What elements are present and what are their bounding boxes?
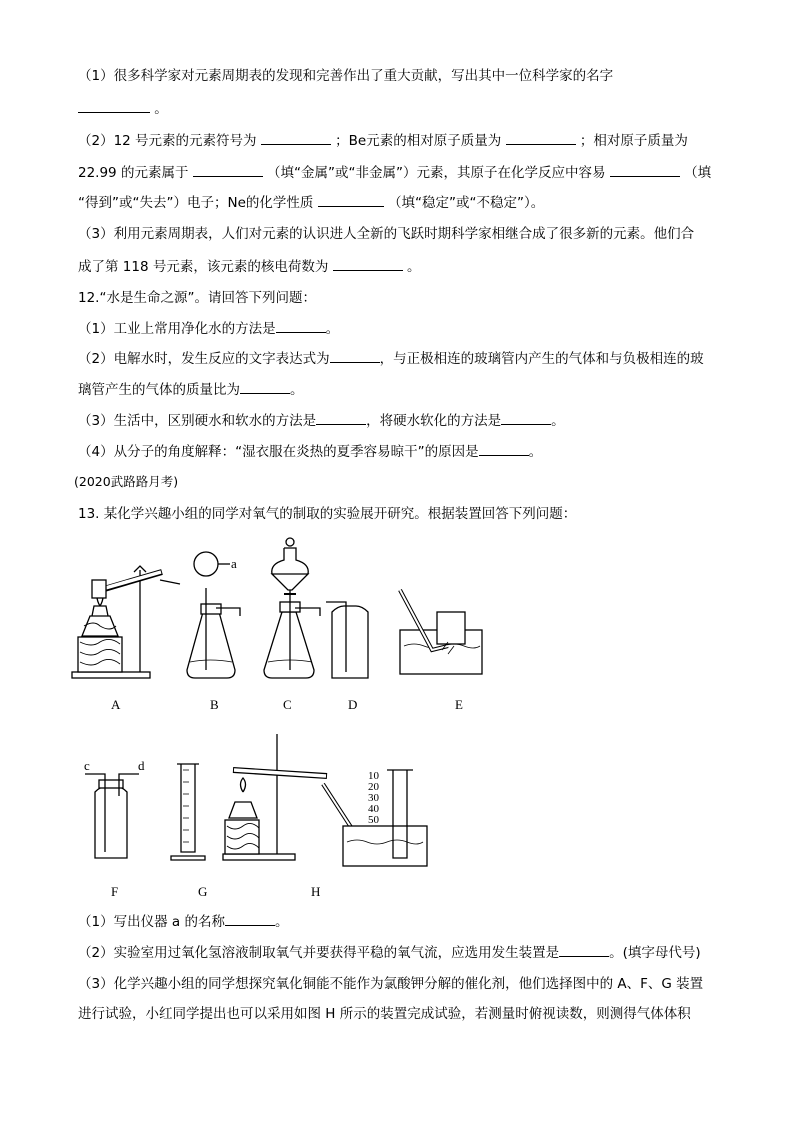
answer-blank[interactable] (479, 441, 529, 456)
apparatus-e (400, 590, 482, 674)
answer-blank[interactable] (330, 348, 380, 363)
scale-50: 50 (368, 814, 379, 826)
q12-part4-text-b: 。 (528, 444, 543, 460)
q12-part3-text-b: ，将硬水软化的方法是 (366, 413, 502, 429)
answer-blank[interactable] (610, 162, 680, 177)
apparatus-d (326, 602, 368, 678)
q11-part2-line3 (78, 192, 544, 213)
scale-40: 40 (368, 803, 379, 815)
q12-part4 (78, 441, 542, 462)
apparatus-a (72, 566, 180, 678)
q13-part1-end: 。 (274, 914, 289, 930)
q12-title-text: 12.“水是生命之源”。请回答下列问题： (78, 290, 316, 306)
q12-part1-text: （1）工业上常用净化水的方法是 (78, 321, 276, 337)
q12-part3-text-a: （3）生活中，区别硬水和软水的方法是 (78, 413, 317, 429)
q12-part2-line1 (78, 348, 704, 369)
label-D: D (348, 697, 358, 712)
source-note (74, 472, 178, 492)
q13-part3-text-b: 进行试验，小红同学提出也可以采用如图 H 所示的装置完成试验，若测量时俯视读数，则测得气体体积 (78, 1006, 691, 1022)
q12-part2-line2 (78, 379, 304, 400)
answer-blank[interactable] (261, 130, 331, 145)
apparatus-row-2 (75, 730, 435, 870)
q11-part2-text-f: （填 (684, 165, 712, 181)
answer-blank[interactable] (225, 911, 275, 926)
apparatus-row-1 (70, 530, 500, 690)
answer-blank[interactable] (333, 256, 403, 271)
label-d: d (138, 758, 145, 773)
q11-part1-line1 (78, 66, 613, 86)
q13-part3-line1 (78, 974, 703, 994)
q11-part2-text-h: （填“稳定”或“不稳定”）。 (387, 195, 545, 211)
q13-part1-text: （1）写出仪器 a 的名称 (78, 914, 225, 930)
answer-blank[interactable] (501, 410, 551, 425)
apparatus-g (171, 764, 205, 860)
q12-part2-text-b: ，与正极相连的玻璃管内产生的气体和与负极相连的玻 (379, 351, 704, 367)
q13-part2-text: （2）实验室用过氧化氢溶液制取氧气并要获得平稳的氧气流，应选用发生装置是 (78, 945, 560, 961)
scale-10: 10 (368, 770, 379, 782)
q11-part2-text-d: 22.99 的元素属于 (78, 165, 189, 181)
q11-part2-line2 (78, 162, 711, 183)
q11-part2-text-b: ；Be元素的相对原子质量为 (335, 133, 502, 149)
q12-title (78, 288, 316, 308)
answer-blank[interactable] (559, 942, 609, 957)
q11-part3-text-b: 成了第 118 号元素，该元素的核电荷数为 (78, 259, 329, 275)
label-C: C (283, 697, 292, 712)
q13-part1 (78, 911, 288, 932)
q12-part2-text-d: 。 (290, 382, 304, 398)
q12-part3-text-c: 。 (551, 413, 565, 429)
label-c: c (84, 758, 90, 773)
q11-part3-text-c: 。 (406, 259, 421, 275)
label-a: a (231, 556, 237, 571)
q11-part3-line2 (78, 256, 420, 277)
answer-blank[interactable] (193, 162, 263, 177)
apparatus-c (264, 538, 320, 678)
apparatus-h (223, 734, 427, 866)
q13-part3-line2 (78, 1004, 691, 1024)
label-G: G (198, 884, 208, 899)
q13-title-text: 13. 某化学兴趣小组的同学对氧气的制取的实验展开研究。根据装置回答下列问题： (78, 506, 577, 522)
q13-part2 (78, 942, 701, 963)
scale-30: 30 (368, 792, 379, 804)
label-B: B (210, 697, 219, 712)
apparatus-f (85, 774, 139, 858)
q11-part2-text-e: （填“金属”或“非金属”）元素，其原子在化学反应中容易 (267, 165, 606, 181)
cylinder-scale (368, 771, 379, 826)
q11-part2-line1 (78, 130, 688, 151)
q13-part3-text-a: （3）化学兴趣小组的同学想探究氧化铜能不能作为氯酸钾分解的催化剂，他们选择图中的 A、F、G 装置 (78, 976, 704, 992)
answer-blank[interactable] (318, 192, 384, 207)
answer-blank[interactable] (78, 98, 150, 113)
q13-title (78, 504, 576, 524)
q11-part2-text-g: “得到”或“失去”）电子；Ne的化学性质 (78, 195, 314, 211)
q12-part2-text-a: （2）电解水时，发生反应的文字表达式为 (78, 351, 330, 367)
q11-part2-text-a: （2）12 号元素的元素符号为 (78, 133, 257, 149)
q13-part2-end: 。(填字母代号) (609, 945, 701, 961)
q11-part3-line1 (78, 224, 694, 244)
label-H: H (311, 884, 321, 899)
q11-part1-text: （1）很多科学家对元素周期表的发现和完善作出了重大贡献，写出其中一位科学家的名字 (78, 68, 614, 84)
label-E: E (455, 697, 463, 712)
label-A: A (111, 697, 121, 712)
answer-blank[interactable] (276, 318, 326, 333)
scale-20: 20 (368, 781, 379, 793)
source-text: (2020武路路月考) (74, 474, 179, 489)
label-F: F (111, 884, 119, 899)
q12-part1-end: 。 (325, 321, 340, 337)
answer-blank[interactable] (240, 379, 290, 394)
q12-part2-text-c: 璃管产生的气体的质量比为 (78, 382, 240, 398)
q11-part3-text-a: （3）利用元素周期表，人们对元素的认识进人全新的飞跃时期科学家相继合成了很多新的元素。他们合 (78, 226, 695, 242)
answer-blank[interactable] (506, 130, 576, 145)
q11-part1-line2 (78, 98, 168, 119)
q12-part3 (78, 410, 565, 431)
q12-part4-text-a: （4）从分子的角度解释：“湿衣服在炎热的夏季容易晾干”的原因是 (78, 444, 479, 460)
q11-part2-text-c: ；相对原子质量为 (579, 133, 688, 149)
q11-part1-end: 。 (154, 101, 168, 117)
q12-part1 (78, 318, 339, 339)
answer-blank[interactable] (316, 410, 366, 425)
